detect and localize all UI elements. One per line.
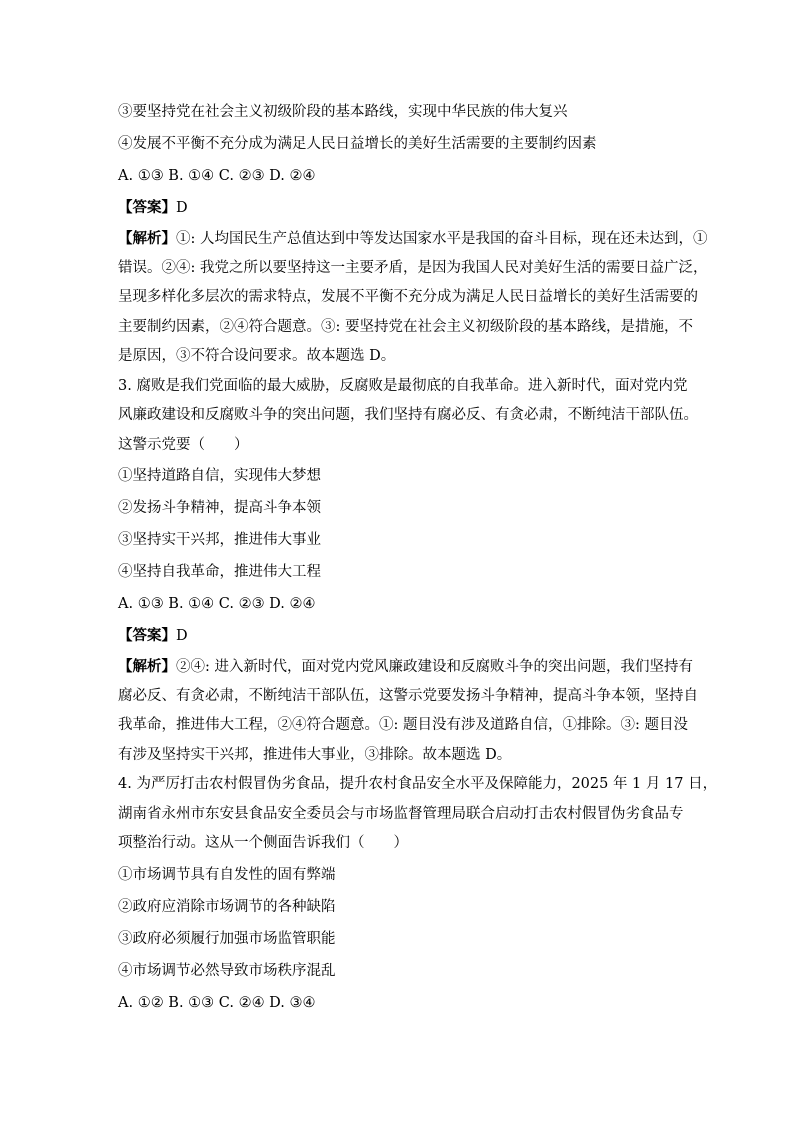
analysis-line: 腐必反、有贪必肃，不断纯洁干部队伍，这警示党要发扬斗争精神，提高斗争本领，坚持自 [118,687,698,704]
stem-line: 项整治行动。这从一个侧面告诉我们（ ） [118,835,408,851]
q3-analysis [118,652,698,770]
q3-choices: A. ①③ B. ①④ C. ②③ D. ②④ [118,596,316,612]
stem-line: 风廉政建设和反腐败斗争的突出问题，我们坚持有腐必反、有贪必肃，不断纯洁干部队伍。 [118,407,698,423]
answer-value: D [176,200,188,216]
answer-value: D [176,628,188,644]
analysis-line: 【解析】②④: 进入新时代，面对党内党风廉政建设和反腐败斗争的突出问题，我们坚持有 [118,658,693,675]
q2-analysis [118,224,708,372]
q3-option-3: ③坚持实干兴邦，推进伟大事业 [118,532,321,548]
q3-option-2: ②发扬斗争精神，提高斗争本领 [118,500,321,516]
analysis-line: 我革命，推进伟大工程，②④符合题意。①: 题目没有涉及道路自信，①排除。③: 题目没 [118,717,688,733]
stem-line: 这警示党要（ ） [118,436,249,453]
analysis-line: 【解析】①: 人均国民生产总值达到中等发达国家水平是我国的奋斗目标，现在还未达到，① [118,230,708,247]
stem-line: 3. 腐败是我们党面临的最大威胁，反腐败是最彻底的自我革命。进入新时代，面对党内党 [118,377,688,394]
analysis-line: 有涉及坚持实干兴邦，推进伟大事业，③排除。故本题选 D。 [118,746,512,763]
analysis-line: 主要制约因素，②④符合题意。③: 要坚持党在社会主义初级阶段的基本路线，是措施，不 [118,318,693,335]
answer-tag: 【答案】 [118,199,176,216]
q2-option-4: ④发展不平衡不充分成为满足人民日益增长的美好生活需要的主要制约因素 [118,136,597,152]
stem-line: 湖南省永州市东安县食品安全委员会与市场监督管理局联合启动打击农村假冒伪劣食品专 [118,805,684,822]
q2-choices: A. ①③ B. ①④ C. ②③ D. ②④ [118,168,316,184]
q4-choices: A. ①② B. ①③ C. ②④ D. ③④ [118,994,316,1011]
q3-answer [118,620,698,652]
analysis-line: 呈现多样化多层次的需求特点，发展不平衡不充分成为满足人民日益增长的美好生活需要的 [118,289,698,305]
q4-option-4: ④市场调节必然导致市场秩序混乱 [118,962,336,979]
q4-option-3: ③政府必须履行加强市场监管职能 [118,930,336,947]
q4-option-2: ②政府应消除市场调节的各种缺陷 [118,898,336,915]
q4-option-1: ①市场调节具有自发性的固有弊端 [118,866,336,883]
stem-line: 4. 为严厉打击农村假冒伪劣食品，提升农村食品安全水平及保障能力，2025 年 1 月 17 日， [118,776,718,792]
analysis-line: 错误。②④: 我党之所以要坚持这一主要矛盾，是因为我国人民对美好生活的需要日益广泛， [118,259,708,276]
analysis-line: 是原因，③不符合设问要求。故本题选 D。 [118,348,396,364]
q4-stem [118,770,718,859]
analysis-tag: 【解析】 [118,658,176,675]
q3-option-4: ④坚持自我革命，推进伟大工程 [118,564,321,580]
analysis-tag: 【解析】 [118,230,176,247]
q3-option-1: ①坚持道路自信，实现伟大梦想 [118,468,321,484]
q3-stem [118,372,698,461]
document-page [118,96,718,1019]
answer-tag: 【答案】 [118,627,176,644]
q2-answer [118,192,698,224]
q2-option-3: ③要坚持党在社会主义初级阶段的基本路线，实现中华民族的伟大复兴 [118,104,568,120]
